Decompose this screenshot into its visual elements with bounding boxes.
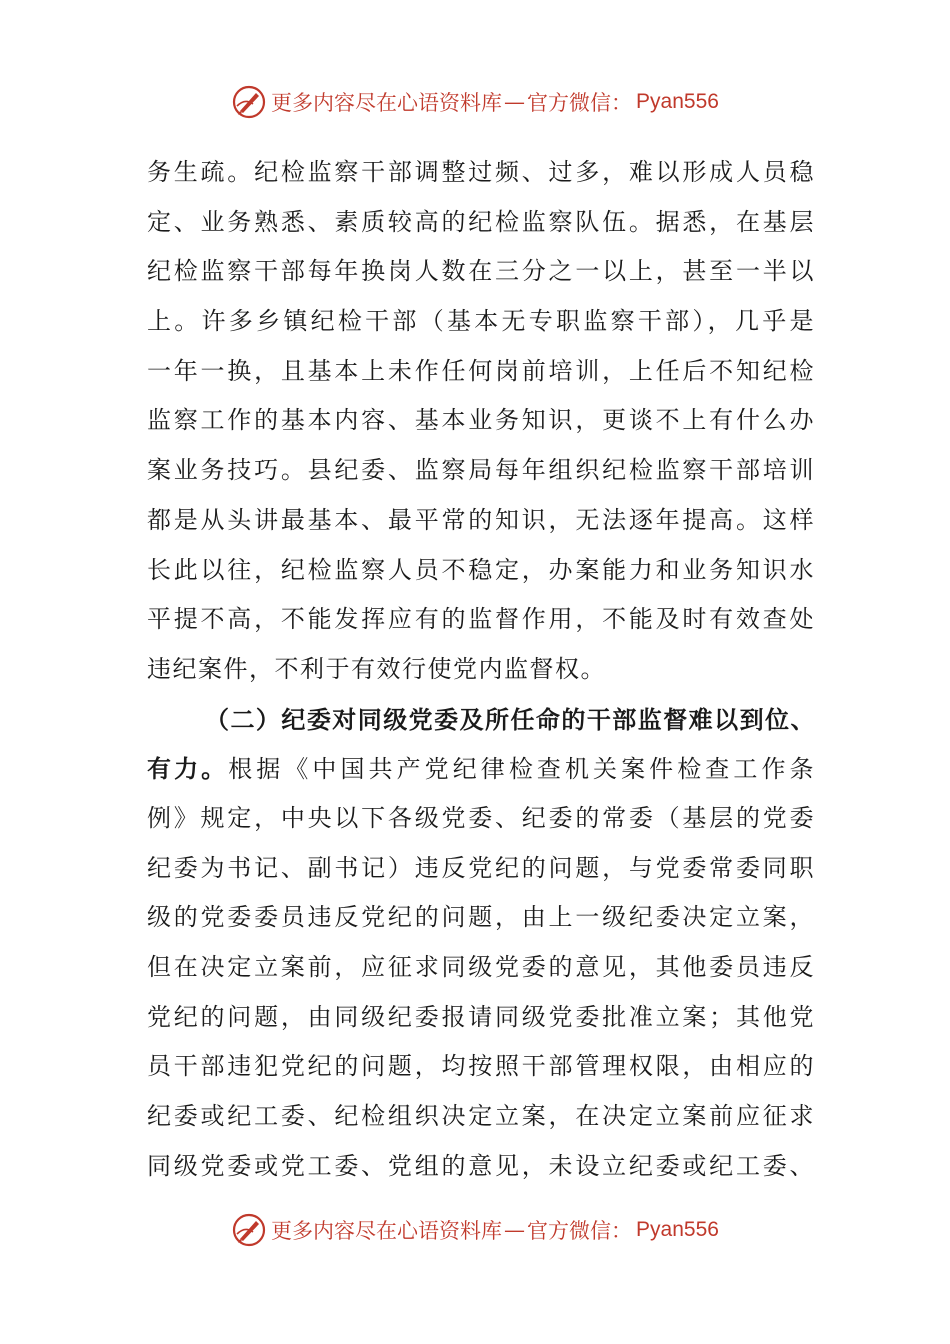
section-heading: （二）纪委对同级党委及所任命的干部监督难以到位、 [205, 704, 815, 734]
text-line: 案业务技巧。县纪委、监察局每年组织纪检监察干部培训 [147, 456, 815, 485]
banner-text: 更多内容尽在心语资料库 [271, 1219, 503, 1243]
header-watermark [0, 82, 950, 122]
text-line: 都是从头讲最基本、最平常的知识，无法逐年提高。这样 [147, 505, 815, 534]
text-line: 监察工作的基本内容、基本业务知识，更谈不上有什么办 [147, 406, 815, 435]
text-line: 违纪案件，不利于有效行使党内监督权。 [147, 654, 606, 683]
text-line: 定、业务熟悉、素质较高的纪检监察队伍。据悉，在基层 [147, 207, 815, 236]
text-line: 同级党委或党工委、党组的意见，未设立纪委或纪工委、 [147, 1151, 815, 1180]
body-text [147, 148, 815, 1191]
text-line: 级的党委委员违反党纪的问题，由上一级纪委决定立案， [147, 903, 815, 932]
text-line [147, 744, 815, 794]
text-line: 务生疏。纪检监察干部调整过频、过多，难以形成人员稳 [147, 158, 815, 186]
banner-separator: — [504, 1218, 526, 1242]
section-heading-end: 有力。 [147, 754, 229, 784]
text-line: 平提不高，不能发挥应有的监督作用，不能及时有效查处 [147, 605, 815, 634]
text-line: 例》规定，中央以下各级党委、纪委的常委（基层的党委 [147, 803, 815, 832]
pen-logo-icon [231, 1212, 267, 1248]
text-line: 纪检监察干部每年换岗人数在三分之一以上，甚至一半以 [147, 257, 815, 286]
wechat-id: Pyan556 [636, 90, 719, 113]
text-line: 长此以往，纪检监察人员不稳定，办案能力和业务知识水 [147, 555, 815, 584]
text-line: 一年一换，且基本上未作任何岗前培训，上任后不知纪检 [147, 356, 815, 385]
footer-watermark [0, 1210, 950, 1250]
banner-text: 更多内容尽在心语资料库 [271, 91, 503, 115]
text-line: 纪委或纪工委、纪检组织决定立案，在决定立案前应征求 [147, 1102, 815, 1131]
text-line-rest: 根据《中国共产党纪律检查机关案件检查工作条 [228, 755, 816, 784]
text-line: 员干部违犯党纪的问题，均按照干部管理权限，由相应的 [147, 1052, 815, 1081]
text-line: 党纪的问题，由同级纪委报请同级党委批准立案；其他党 [147, 1002, 815, 1031]
text-line: 上。许多乡镇纪检干部（基本无专职监察干部），几乎是 [147, 307, 815, 336]
pen-logo-icon [231, 84, 267, 120]
text-line: 纪委为书记、副书记）违反党纪的问题，与党委常委同职 [147, 853, 815, 882]
wechat-id: Pyan556 [636, 1218, 719, 1241]
wechat-label: 官方微信： [527, 1219, 633, 1243]
banner-separator: — [504, 90, 526, 114]
text-line: 但在决定立案前，应征求同级党委的意见，其他委员违反 [147, 953, 815, 981]
wechat-label: 官方微信： [527, 91, 633, 115]
